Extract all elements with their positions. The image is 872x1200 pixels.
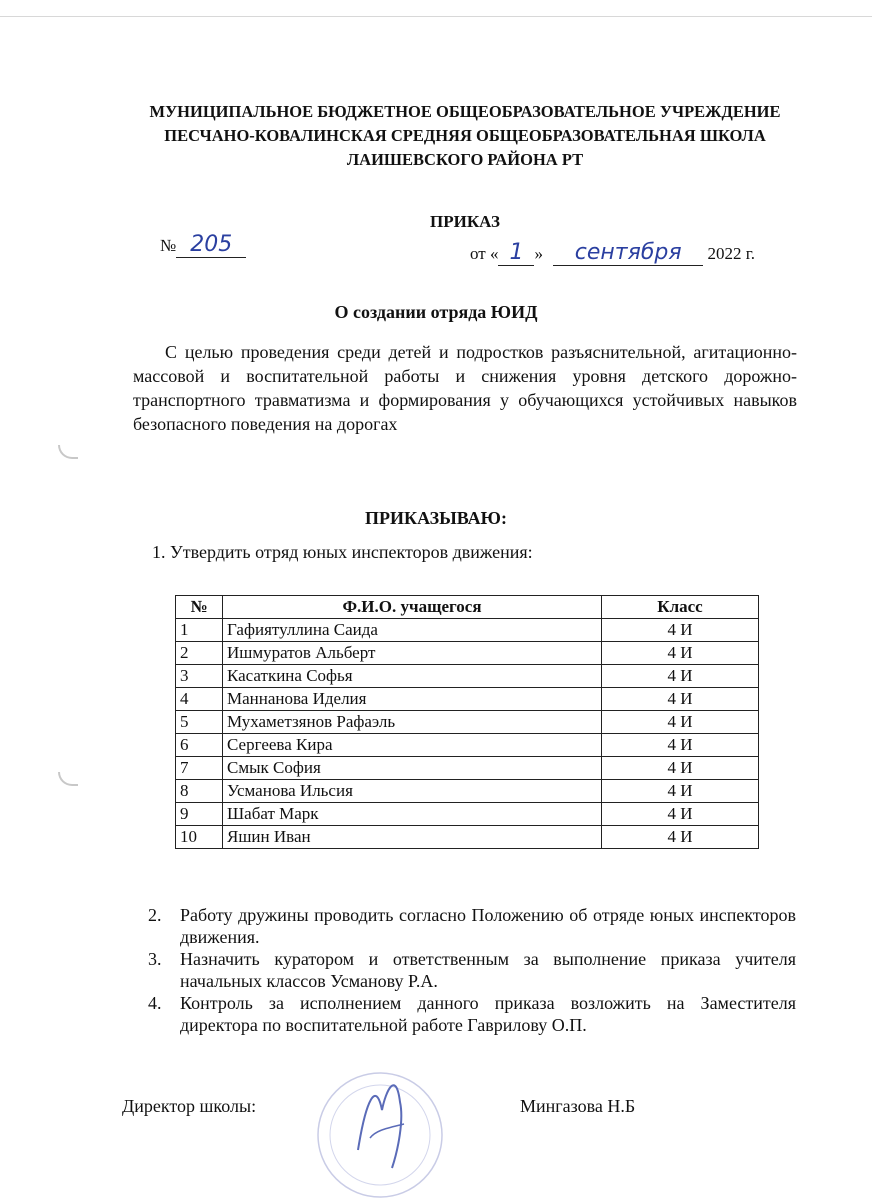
item-number: 2. bbox=[148, 905, 162, 925]
row-name: Гафиятуллина Саида bbox=[223, 619, 602, 642]
row-name: Смык София bbox=[223, 757, 602, 780]
date-prefix: от « bbox=[470, 244, 499, 263]
table-row bbox=[176, 711, 759, 734]
order-subject: О создании отряда ЮИД bbox=[334, 302, 538, 322]
row-class: 4 И bbox=[602, 780, 759, 803]
preamble-paragraph: С целью проведения среди детей и подростков разъяснительной, агитационно-массовой и воспитательной работы и снижения уровня детского дорожно-транспортного травматизма и формирования у обучающихся устойчивых навыков безопасного поведения на дорогах bbox=[133, 342, 797, 434]
roster-table bbox=[175, 595, 759, 849]
order-directive: ПРИКАЗЫВАЮ: bbox=[365, 508, 507, 528]
row-class: 4 И bbox=[602, 803, 759, 826]
list-item bbox=[140, 992, 796, 1036]
row-class: 4 И bbox=[602, 688, 759, 711]
row-number: 6 bbox=[176, 734, 223, 757]
row-name: Маннанова Иделия bbox=[223, 688, 602, 711]
header-line-1: МУНИЦИПАЛЬНОЕ БЮДЖЕТНОЕ ОБЩЕОБРАЗОВАТЕЛЬНОЕ УЧРЕЖДЕНИЕ bbox=[149, 102, 781, 121]
row-name: Яшин Иван bbox=[223, 826, 602, 849]
row-name: Мухаметзянов Рафаэль bbox=[223, 711, 602, 734]
stamp-and-signature bbox=[300, 1040, 460, 1200]
row-name: Шабат Марк bbox=[223, 803, 602, 826]
table-row bbox=[176, 642, 759, 665]
item-number: 4. bbox=[148, 993, 162, 1013]
item-text: Контроль за исполнением данного приказа возложить на Заместителя директора по воспитательной работе Гаврилову О.П. bbox=[180, 993, 796, 1035]
order-items-list bbox=[140, 904, 796, 1036]
order-number bbox=[160, 232, 246, 258]
row-name: Ишмуратов Альберт bbox=[223, 642, 602, 665]
header-line-3: ЛАИШЕВСКОГО РАЙОНА РТ bbox=[346, 150, 584, 169]
header-line-2: ПЕСЧАНО-КОВАЛИНСКАЯ СРЕДНЯЯ ОБЩЕОБРАЗОВАТЕЛЬНАЯ ШКОЛА bbox=[164, 126, 766, 145]
table-row bbox=[176, 734, 759, 757]
row-class: 4 И bbox=[602, 665, 759, 688]
order-title: ПРИКАЗ bbox=[430, 212, 500, 231]
row-number: 8 bbox=[176, 780, 223, 803]
date-day-close: » bbox=[534, 244, 543, 263]
punch-hole-mark bbox=[58, 445, 78, 459]
table-row bbox=[176, 619, 759, 642]
number-prefix: № bbox=[160, 236, 177, 255]
scan-edge-line bbox=[0, 16, 872, 17]
table-row bbox=[176, 780, 759, 803]
list-item bbox=[140, 904, 796, 948]
table-row bbox=[176, 688, 759, 711]
row-name: Сергеева Кира bbox=[223, 734, 602, 757]
row-number: 3 bbox=[176, 665, 223, 688]
item-number: 3. bbox=[148, 949, 162, 969]
order-date bbox=[470, 240, 755, 266]
list-item bbox=[140, 948, 796, 992]
row-class: 4 И bbox=[602, 711, 759, 734]
item-text: Работу дружины проводить согласно Положению об отряде юных инспекторов движения. bbox=[180, 905, 796, 947]
table-row bbox=[176, 803, 759, 826]
row-class: 4 И bbox=[602, 734, 759, 757]
table-row bbox=[176, 826, 759, 849]
row-number: 4 bbox=[176, 688, 223, 711]
row-class: 4 И bbox=[602, 619, 759, 642]
row-number: 9 bbox=[176, 803, 223, 826]
row-number: 2 bbox=[176, 642, 223, 665]
row-number: 10 bbox=[176, 826, 223, 849]
signature-role: Директор школы: bbox=[122, 1096, 257, 1116]
date-month: сентября bbox=[553, 240, 703, 266]
row-number: 5 bbox=[176, 711, 223, 734]
column-header-name: Ф.И.О. учащегося bbox=[223, 596, 602, 619]
item-text: Назначить куратором и ответственным за выполнение приказа учителя начальных классов Усманову Р.А. bbox=[180, 949, 796, 991]
row-number: 1 bbox=[176, 619, 223, 642]
row-class: 4 И bbox=[602, 826, 759, 849]
order-number-value: 205 bbox=[176, 232, 246, 258]
table-row bbox=[176, 665, 759, 688]
signature-name: Мингазова Н.Б bbox=[520, 1096, 636, 1116]
date-year: 2022 г. bbox=[707, 244, 756, 263]
row-name: Касаткина Софья bbox=[223, 665, 602, 688]
table-header-row bbox=[176, 596, 759, 619]
school-header bbox=[120, 100, 810, 172]
column-header-class: Класс bbox=[602, 596, 759, 619]
table-row bbox=[176, 757, 759, 780]
row-class: 4 И bbox=[602, 757, 759, 780]
punch-hole-mark bbox=[58, 772, 78, 786]
column-header-number: № bbox=[176, 596, 223, 619]
row-class: 4 И bbox=[602, 642, 759, 665]
row-name: Усманова Ильсия bbox=[223, 780, 602, 803]
order-item-1: 1. Утвердить отряд юных инспекторов движения: bbox=[152, 542, 533, 562]
row-number: 7 bbox=[176, 757, 223, 780]
date-day: 1 bbox=[498, 240, 534, 266]
